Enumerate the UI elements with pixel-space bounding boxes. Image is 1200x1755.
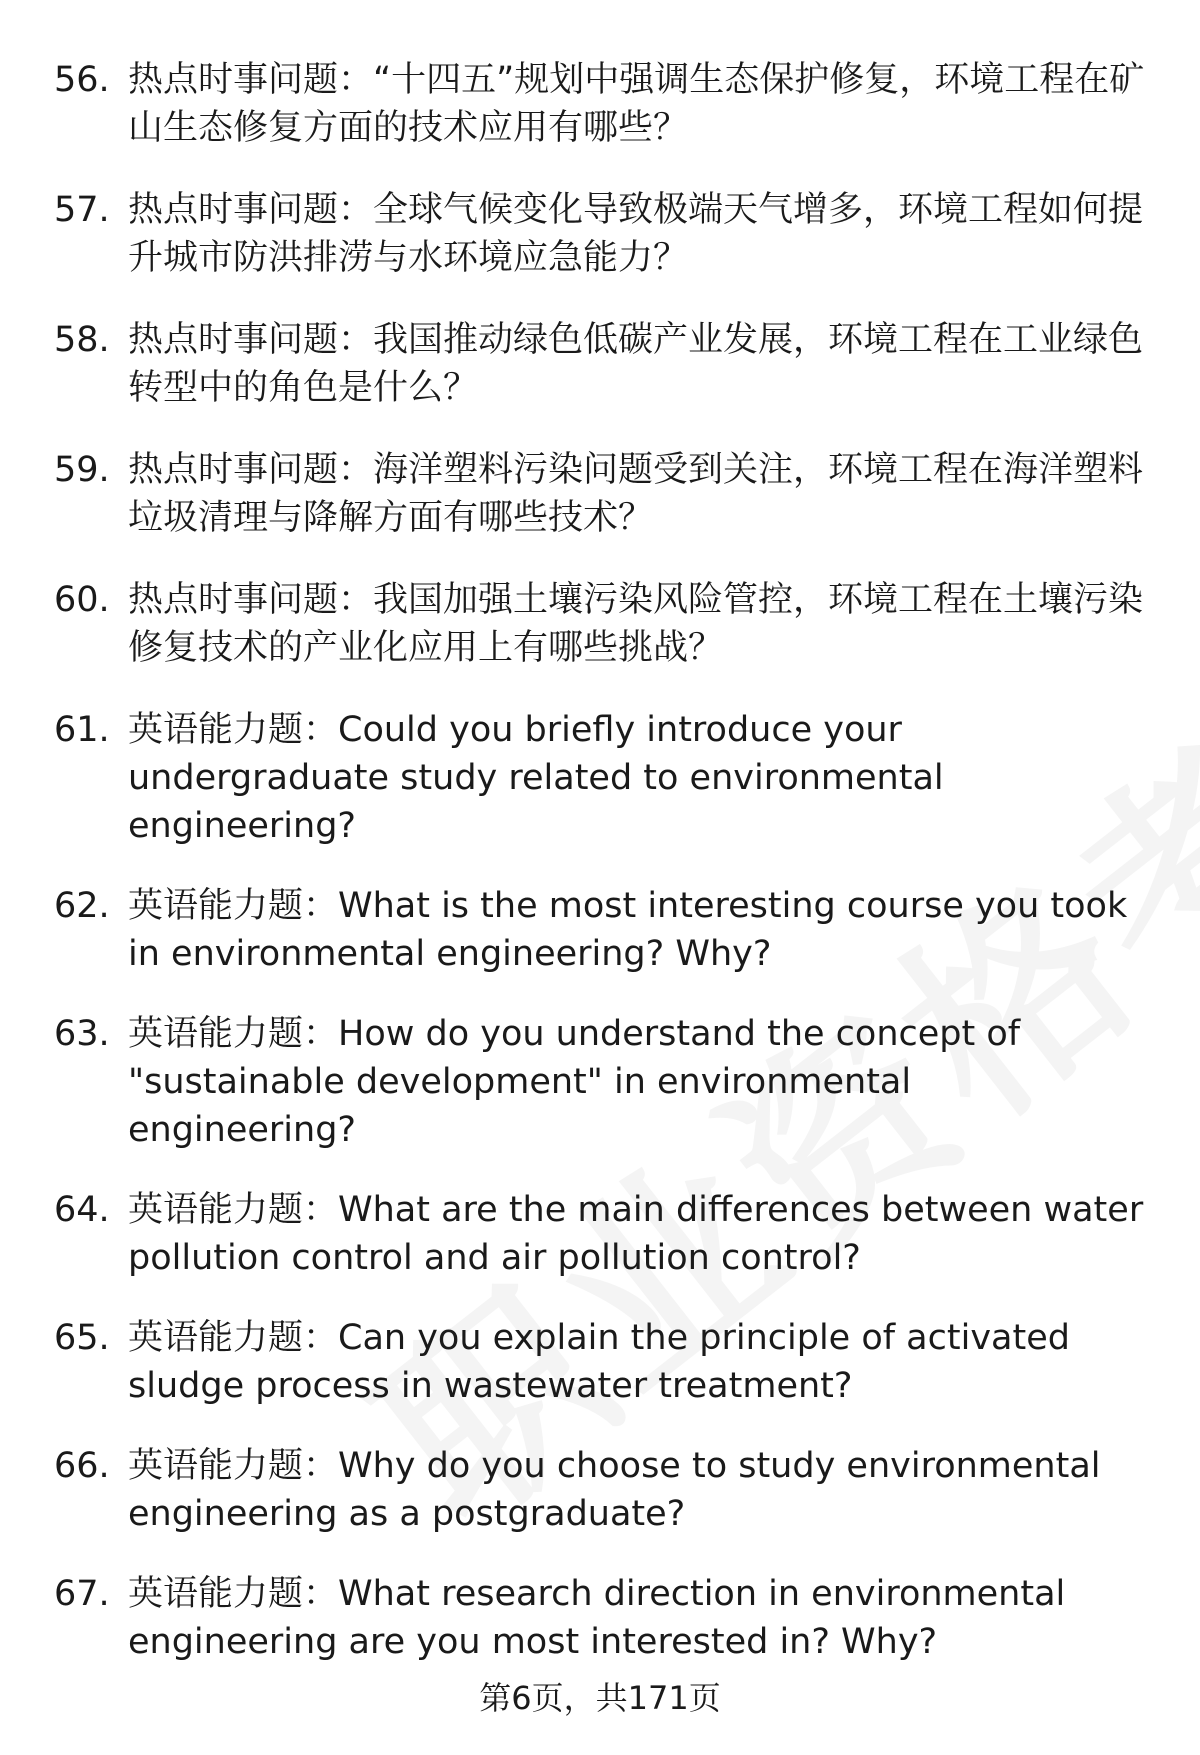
question-item (54, 56, 1150, 152)
question-item (54, 1442, 1150, 1538)
question-item (54, 1186, 1150, 1282)
question-text: 英语能力题：How do you understand the concept of "sustainable development" in environmental engineering? (128, 1014, 1021, 1150)
question-number: 65. (54, 1318, 110, 1358)
spacer (54, 1154, 1150, 1186)
page-number-label: 第6页，共171页 (479, 1679, 721, 1717)
question-text: 英语能力题：What is the most interesting course you took in environmental engineering? Why? (128, 886, 1128, 974)
question-number: 67. (54, 1574, 110, 1614)
question-text: 英语能力题：Could you briefly introduce your undergraduate study related to environmental engineering? (128, 710, 944, 846)
question-item (54, 1314, 1150, 1410)
question-item (54, 882, 1150, 978)
question-item (54, 316, 1150, 412)
question-number: 58. (54, 320, 110, 360)
question-text: 热点时事问题：“十四五”规划中强调生态保护修复，环境工程在矿山生态修复方面的技术应用有哪些？ (128, 60, 1145, 148)
question-number: 62. (54, 886, 110, 926)
spacer (54, 850, 1150, 882)
question-item (54, 576, 1150, 672)
question-text: 英语能力题：What are the main differences between water pollution control and air pollution control? (128, 1190, 1144, 1278)
question-number: 66. (54, 1446, 110, 1486)
spacer (54, 1410, 1150, 1442)
question-number: 61. (54, 710, 110, 750)
question-text: 热点时事问题：我国推动绿色低碳产业发展，环境工程在工业绿色转型中的角色是什么？ (128, 320, 1144, 408)
question-number: 59. (54, 450, 110, 490)
spacer (54, 542, 1150, 576)
spacer (54, 978, 1150, 1010)
question-text: 热点时事问题：我国加强土壤污染风险管控，环境工程在土壤污染修复技术的产业化应用上有哪些挑战？ (128, 580, 1144, 668)
spacer (54, 1282, 1150, 1314)
spacer (54, 1538, 1150, 1570)
question-text: 热点时事问题：海洋塑料污染问题受到关注，环境工程在海洋塑料垃圾清理与降解方面有哪些技术？ (128, 450, 1144, 538)
question-number: 63. (54, 1014, 110, 1054)
spacer (54, 152, 1150, 186)
question-number: 60. (54, 580, 110, 620)
question-item (54, 1570, 1150, 1666)
question-text: 英语能力题：Why do you choose to study environmental engineering as a postgraduate? (128, 1446, 1101, 1534)
question-number: 57. (54, 190, 110, 230)
question-number: 56. (54, 60, 110, 100)
question-item (54, 186, 1150, 282)
question-item (54, 446, 1150, 542)
spacer (54, 412, 1150, 446)
spacer (54, 282, 1150, 316)
question-number: 64. (54, 1190, 110, 1230)
question-text: 热点时事问题：全球气候变化导致极端天气增多，环境工程如何提升城市防洪排涝与水环境应急能力？ (128, 190, 1144, 278)
spacer (54, 672, 1150, 706)
question-text: 英语能力题：What research direction in environmental engineering are you most interested in? Why? (128, 1574, 1066, 1662)
page-footer (0, 1676, 1200, 1720)
question-list (54, 56, 1150, 1666)
question-text: 英语能力题：Can you explain the principle of activated sludge process in wastewater treatment? (128, 1318, 1070, 1406)
question-item (54, 706, 1150, 850)
question-item (54, 1010, 1150, 1154)
